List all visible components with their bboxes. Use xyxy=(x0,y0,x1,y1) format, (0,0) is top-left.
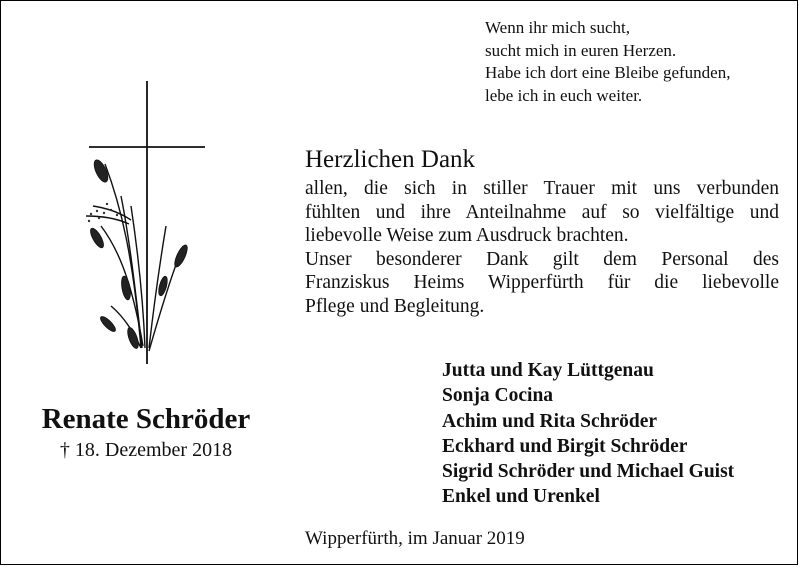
signer: Jutta und Kay Lüttgenau xyxy=(442,360,654,381)
thanks-line: allen, die sich in stiller Trauer mit uns verbunden xyxy=(305,178,779,199)
thanks-heading: Herzlichen Dank xyxy=(305,146,476,173)
signer: Enkel und Urenkel xyxy=(442,486,600,508)
cross-with-wheat-icon xyxy=(71,76,221,366)
thanks-line: liebevolle Weise zum Ausdruck brachten. xyxy=(305,225,629,247)
deceased-name: Renate Schröder xyxy=(41,403,251,435)
signer: Sonja Cocina xyxy=(442,385,554,407)
poem-line: Wenn ihr mich sucht, xyxy=(485,18,630,37)
signer: Achim und Rita Schröder xyxy=(442,410,658,432)
thanks-text xyxy=(305,177,779,319)
death-date: † 18. Dezember 2018 xyxy=(59,439,233,461)
poem-line: Habe ich dort eine Bleibe gefunden, xyxy=(485,63,731,82)
poem-line: lebe ich in euch weiter. xyxy=(485,85,643,105)
signers-list xyxy=(442,358,734,510)
thanks-line: fühlten und ihre Anteilnahme auf so vielfältige und xyxy=(305,201,779,223)
place-date: Wipperfürth, im Januar 2019 xyxy=(305,528,525,549)
thanks-line: Unser besonderer Dank gilt dem Personal des xyxy=(305,248,779,270)
signer: Sigrid Schröder und Michael Guist xyxy=(442,461,735,483)
thanks-line: Pflege und Begleitung. xyxy=(305,295,485,317)
poem-line: sucht mich in euren Herzen. xyxy=(485,40,677,60)
poem xyxy=(485,17,730,107)
signer: Eckhard und Birgit Schröder xyxy=(442,435,688,457)
thanks-line: Franziskus Heims Wipperfürth für die liebevolle xyxy=(305,272,779,294)
